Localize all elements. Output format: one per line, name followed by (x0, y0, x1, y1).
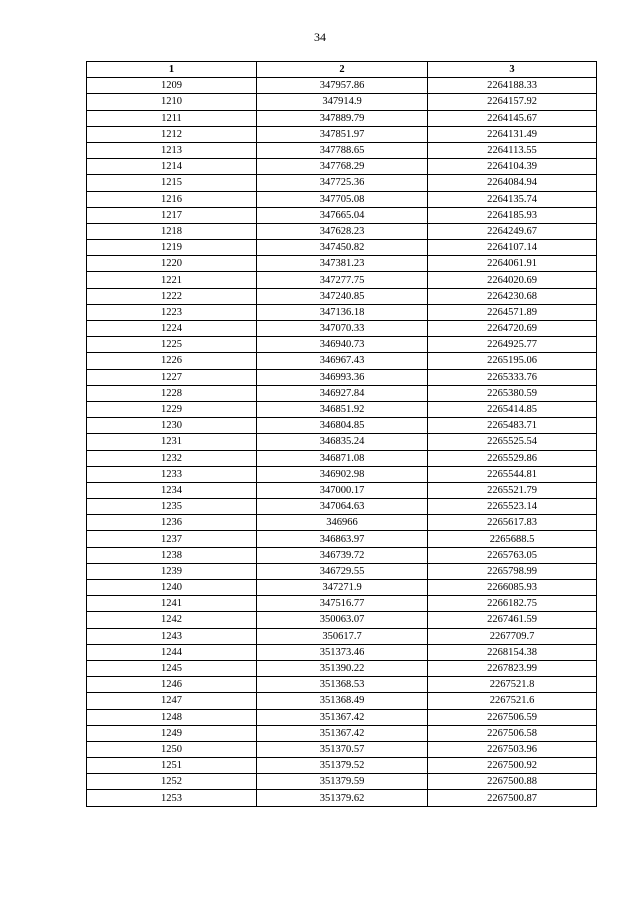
y-coordinate-cell: 2264061.91 (428, 256, 597, 272)
point-number-cell: 1240 (87, 580, 257, 596)
x-coordinate-cell: 347628.23 (257, 223, 428, 239)
point-number-cell: 1223 (87, 304, 257, 320)
point-number-cell: 1251 (87, 758, 257, 774)
point-number-cell: 1236 (87, 515, 257, 531)
point-number-cell: 1250 (87, 741, 257, 757)
y-coordinate-cell: 2268154.38 (428, 644, 597, 660)
column-header-2: 2 (257, 62, 428, 78)
y-coordinate-cell: 2265195.06 (428, 353, 597, 369)
table-row (87, 563, 597, 579)
point-number-cell: 1242 (87, 612, 257, 628)
point-number-cell: 1241 (87, 596, 257, 612)
table-row (87, 369, 597, 385)
table-row (87, 628, 597, 644)
table-row (87, 741, 597, 757)
x-coordinate-cell: 346863.97 (257, 531, 428, 547)
x-coordinate-cell: 346835.24 (257, 434, 428, 450)
y-coordinate-cell: 2265617.83 (428, 515, 597, 531)
point-number-cell: 1220 (87, 256, 257, 272)
x-coordinate-cell: 346967.43 (257, 353, 428, 369)
table-row (87, 321, 597, 337)
table-row (87, 175, 597, 191)
table-row (87, 337, 597, 353)
x-coordinate-cell: 351370.57 (257, 741, 428, 757)
y-coordinate-cell: 2264230.68 (428, 288, 597, 304)
x-coordinate-cell: 350063.07 (257, 612, 428, 628)
point-number-cell: 1249 (87, 725, 257, 741)
table-row (87, 159, 597, 175)
y-coordinate-cell: 2265544.81 (428, 466, 597, 482)
table-row (87, 304, 597, 320)
x-coordinate-cell: 347064.63 (257, 499, 428, 515)
table-row (87, 401, 597, 417)
point-number-cell: 1238 (87, 547, 257, 563)
point-number-cell: 1239 (87, 563, 257, 579)
point-number-cell: 1213 (87, 142, 257, 158)
y-coordinate-cell: 2264188.33 (428, 78, 597, 94)
table-row (87, 223, 597, 239)
point-number-cell: 1244 (87, 644, 257, 660)
point-number-cell: 1232 (87, 450, 257, 466)
y-coordinate-cell: 2265688.5 (428, 531, 597, 547)
table-row (87, 725, 597, 741)
y-coordinate-cell: 2264107.14 (428, 240, 597, 256)
x-coordinate-cell: 347889.79 (257, 110, 428, 126)
x-coordinate-cell: 351373.46 (257, 644, 428, 660)
point-number-cell: 1218 (87, 223, 257, 239)
point-number-cell: 1222 (87, 288, 257, 304)
y-coordinate-cell: 2267709.7 (428, 628, 597, 644)
x-coordinate-cell: 347851.97 (257, 126, 428, 142)
y-coordinate-cell: 2267521.6 (428, 693, 597, 709)
point-number-cell: 1237 (87, 531, 257, 547)
point-number-cell: 1233 (87, 466, 257, 482)
table-row (87, 596, 597, 612)
y-coordinate-cell: 2265380.59 (428, 385, 597, 401)
column-header-1: 1 (87, 62, 257, 78)
table-row (87, 191, 597, 207)
table-row (87, 207, 597, 223)
table-row (87, 142, 597, 158)
x-coordinate-cell: 350617.7 (257, 628, 428, 644)
y-coordinate-cell: 2265763.05 (428, 547, 597, 563)
point-number-cell: 1224 (87, 321, 257, 337)
y-coordinate-cell: 2264104.39 (428, 159, 597, 175)
point-number-cell: 1243 (87, 628, 257, 644)
x-coordinate-cell: 351379.52 (257, 758, 428, 774)
point-number-cell: 1214 (87, 159, 257, 175)
x-coordinate-cell: 347705.08 (257, 191, 428, 207)
point-number-cell: 1211 (87, 110, 257, 126)
coordinates-table (86, 61, 597, 807)
point-number-cell: 1253 (87, 790, 257, 806)
y-coordinate-cell: 2264020.69 (428, 272, 597, 288)
table-row (87, 531, 597, 547)
point-number-cell: 1248 (87, 709, 257, 725)
table-row (87, 774, 597, 790)
table-row (87, 515, 597, 531)
table-row (87, 482, 597, 498)
x-coordinate-cell: 346729.55 (257, 563, 428, 579)
table-row (87, 418, 597, 434)
y-coordinate-cell: 2266182.75 (428, 596, 597, 612)
table-row (87, 644, 597, 660)
point-number-cell: 1216 (87, 191, 257, 207)
point-number-cell: 1219 (87, 240, 257, 256)
table-row (87, 499, 597, 515)
table-row (87, 693, 597, 709)
x-coordinate-cell: 347070.33 (257, 321, 428, 337)
y-coordinate-cell: 2267461.59 (428, 612, 597, 628)
x-coordinate-cell: 347240.85 (257, 288, 428, 304)
x-coordinate-cell: 347450.82 (257, 240, 428, 256)
y-coordinate-cell: 2267506.58 (428, 725, 597, 741)
y-coordinate-cell: 2267823.99 (428, 660, 597, 676)
table-body (87, 78, 597, 806)
point-number-cell: 1231 (87, 434, 257, 450)
y-coordinate-cell: 2264131.49 (428, 126, 597, 142)
point-number-cell: 1217 (87, 207, 257, 223)
x-coordinate-cell: 346871.08 (257, 450, 428, 466)
x-coordinate-cell: 351379.59 (257, 774, 428, 790)
x-coordinate-cell: 351368.49 (257, 693, 428, 709)
y-coordinate-cell: 2265333.76 (428, 369, 597, 385)
table-row (87, 434, 597, 450)
y-coordinate-cell: 2265525.54 (428, 434, 597, 450)
point-number-cell: 1225 (87, 337, 257, 353)
point-number-cell: 1246 (87, 677, 257, 693)
x-coordinate-cell: 346739.72 (257, 547, 428, 563)
column-header-3: 3 (428, 62, 597, 78)
y-coordinate-cell: 2267500.92 (428, 758, 597, 774)
point-number-cell: 1210 (87, 94, 257, 110)
point-number-cell: 1252 (87, 774, 257, 790)
x-coordinate-cell: 346804.85 (257, 418, 428, 434)
table-row (87, 547, 597, 563)
table-header (87, 62, 597, 78)
table-row (87, 677, 597, 693)
x-coordinate-cell: 346966 (257, 515, 428, 531)
x-coordinate-cell: 346851.92 (257, 401, 428, 417)
x-coordinate-cell: 351368.53 (257, 677, 428, 693)
y-coordinate-cell: 2267500.88 (428, 774, 597, 790)
y-coordinate-cell: 2265521.79 (428, 482, 597, 498)
table-row (87, 78, 597, 94)
table-row (87, 94, 597, 110)
table-row (87, 110, 597, 126)
y-coordinate-cell: 2266085.93 (428, 580, 597, 596)
y-coordinate-cell: 2264113.55 (428, 142, 597, 158)
x-coordinate-cell: 346993.36 (257, 369, 428, 385)
table-row (87, 450, 597, 466)
table-row (87, 790, 597, 806)
table-row (87, 288, 597, 304)
y-coordinate-cell: 2264084.94 (428, 175, 597, 191)
table-row (87, 385, 597, 401)
point-number-cell: 1229 (87, 401, 257, 417)
y-coordinate-cell: 2264145.67 (428, 110, 597, 126)
y-coordinate-cell: 2264925.77 (428, 337, 597, 353)
point-number-cell: 1245 (87, 660, 257, 676)
x-coordinate-cell: 347914.9 (257, 94, 428, 110)
y-coordinate-cell: 2267503.96 (428, 741, 597, 757)
table-row (87, 126, 597, 142)
point-number-cell: 1215 (87, 175, 257, 191)
table-row (87, 240, 597, 256)
x-coordinate-cell: 347277.75 (257, 272, 428, 288)
point-number-cell: 1227 (87, 369, 257, 385)
y-coordinate-cell: 2264571.89 (428, 304, 597, 320)
x-coordinate-cell: 351379.62 (257, 790, 428, 806)
point-number-cell: 1209 (87, 78, 257, 94)
point-number-cell: 1212 (87, 126, 257, 142)
point-number-cell: 1221 (87, 272, 257, 288)
y-coordinate-cell: 2265798.99 (428, 563, 597, 579)
x-coordinate-cell: 351367.42 (257, 709, 428, 725)
x-coordinate-cell: 347957.86 (257, 78, 428, 94)
table-row (87, 758, 597, 774)
x-coordinate-cell: 347516.77 (257, 596, 428, 612)
header-row (87, 62, 597, 78)
x-coordinate-cell: 351367.42 (257, 725, 428, 741)
table-row (87, 256, 597, 272)
table-row (87, 660, 597, 676)
y-coordinate-cell: 2264720.69 (428, 321, 597, 337)
x-coordinate-cell: 347788.65 (257, 142, 428, 158)
x-coordinate-cell: 347725.36 (257, 175, 428, 191)
x-coordinate-cell: 347665.04 (257, 207, 428, 223)
table-row (87, 709, 597, 725)
point-number-cell: 1228 (87, 385, 257, 401)
x-coordinate-cell: 346927.84 (257, 385, 428, 401)
x-coordinate-cell: 347000.17 (257, 482, 428, 498)
y-coordinate-cell: 2267521.8 (428, 677, 597, 693)
y-coordinate-cell: 2265483.71 (428, 418, 597, 434)
x-coordinate-cell: 351390.22 (257, 660, 428, 676)
x-coordinate-cell: 346902.98 (257, 466, 428, 482)
y-coordinate-cell: 2267506.59 (428, 709, 597, 725)
table-row (87, 466, 597, 482)
table-row (87, 612, 597, 628)
y-coordinate-cell: 2264249.67 (428, 223, 597, 239)
y-coordinate-cell: 2264135.74 (428, 191, 597, 207)
point-number-cell: 1235 (87, 499, 257, 515)
y-coordinate-cell: 2265523.14 (428, 499, 597, 515)
y-coordinate-cell: 2267500.87 (428, 790, 597, 806)
x-coordinate-cell: 347271.9 (257, 580, 428, 596)
table-row (87, 580, 597, 596)
y-coordinate-cell: 2265529.86 (428, 450, 597, 466)
y-coordinate-cell: 2264157.92 (428, 94, 597, 110)
point-number-cell: 1226 (87, 353, 257, 369)
y-coordinate-cell: 2264185.93 (428, 207, 597, 223)
point-number-cell: 1230 (87, 418, 257, 434)
table-row (87, 353, 597, 369)
x-coordinate-cell: 347136.18 (257, 304, 428, 320)
x-coordinate-cell: 346940.73 (257, 337, 428, 353)
y-coordinate-cell: 2265414.85 (428, 401, 597, 417)
page-number: 34 (314, 30, 326, 44)
x-coordinate-cell: 347768.29 (257, 159, 428, 175)
point-number-cell: 1247 (87, 693, 257, 709)
x-coordinate-cell: 347381.23 (257, 256, 428, 272)
table-row (87, 272, 597, 288)
point-number-cell: 1234 (87, 482, 257, 498)
